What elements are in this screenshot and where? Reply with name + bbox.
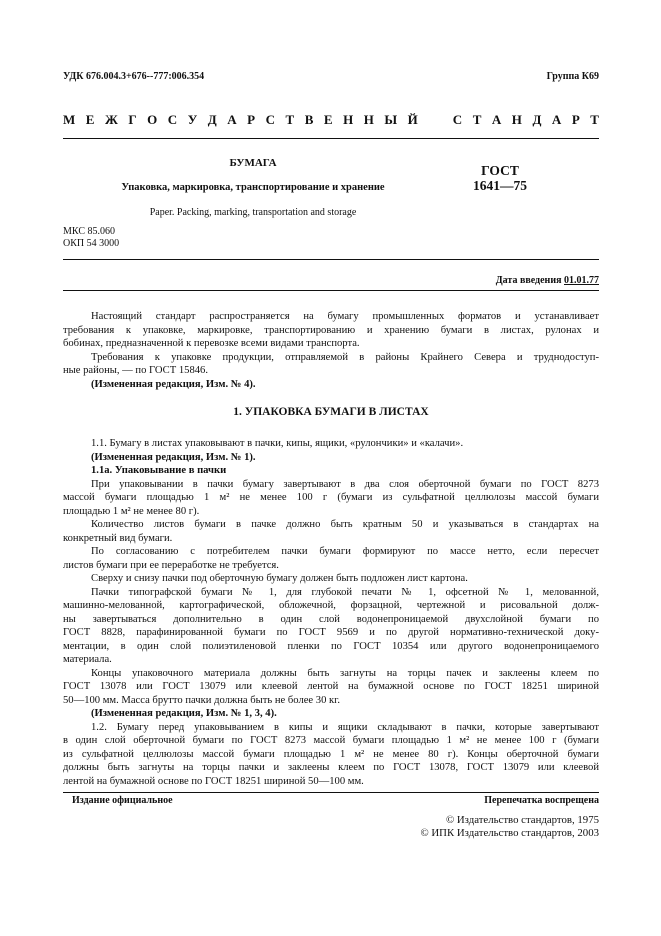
official-edition: Издание официальное — [72, 795, 173, 806]
classification-codes — [63, 226, 119, 250]
text-line: ГОСТ 8828, парафинированной бумаги по ГОСТ 9569 и по другой нормативно-технической доку- — [63, 627, 599, 638]
doc-english-title: Paper. Packing, marking, transportation and storage — [149, 207, 357, 218]
banner-letter: А — [551, 112, 562, 127]
banner-letter: Т — [590, 112, 599, 127]
doc-title: БУМАГА — [229, 157, 277, 169]
divider — [63, 290, 599, 291]
text-line: 50—100 мм. Масса брутто пачки должна быть не более 30 кг. — [63, 694, 340, 706]
text-line: конкретный вид бумаги. — [63, 532, 173, 544]
intro-text — [63, 310, 599, 391]
copyright-line: © Издательство стандартов, 1975 — [445, 814, 599, 826]
text-line: ГОСТ 13078 или ГОСТ 13079 или клеевой лентой на бумажной основе по ГОСТ 18251 шириной — [63, 681, 599, 692]
divider — [63, 259, 599, 260]
banner-letter: С — [265, 112, 275, 127]
text-line: Настоящий стандарт распространяется на бумагу промышленных форматов и устанавливает — [91, 311, 599, 322]
banner-letter: Е — [323, 112, 333, 127]
bold-line: (Измененная редакция, Изм. № 4). — [91, 378, 256, 390]
banner-letter: Г — [128, 112, 137, 127]
okp-code: ОКП 54 3000 — [63, 238, 120, 249]
banner-letter: С — [452, 112, 463, 127]
text-line: требования к упаковке, маркировке, транспортированию и хранению бумаги в листах, рулонах и — [63, 324, 599, 336]
text-line: лентой на бумажной основе по ГОСТ 18251 шириной 50—100 мм. — [63, 775, 364, 787]
text-line: материала. — [63, 654, 112, 665]
banner-letter: Р — [247, 112, 256, 127]
mks-code: МКС 85.060 — [63, 226, 115, 237]
banner-letter: Е — [85, 112, 95, 127]
text-line: Количество листов бумаги в пачке должно быть кратным 50 и указываться в стандартах на — [91, 519, 599, 530]
banner-gap — [428, 112, 442, 128]
banner-letter: Н — [343, 112, 354, 127]
banner-letter: Ж — [104, 112, 118, 127]
text-line: ны завертываться дополнительно в один слой водонепроницаемой двухслойной бумаги по — [63, 613, 599, 625]
text-line: листов бумаги при ее переработке не требуется. — [63, 559, 279, 571]
text-line: Концы упаковочного материала должны быть загнуты на торцы пачек и заклеены клеем по — [91, 667, 599, 679]
banner-letter: Н — [363, 112, 374, 127]
banner-letter: Ы — [384, 112, 398, 127]
text-line: массой бумаги площадью 1 м² не менее 100 г (бумаги из сульфатной целлюлозы массой бумаги — [63, 492, 599, 503]
reprint-prohibited: Перепечатка воспрещена — [484, 795, 599, 806]
banner-letter: В — [304, 112, 314, 127]
doc-subtitle: Упаковка, маркировка, транспортирование и хранение — [121, 182, 385, 193]
divider — [63, 138, 599, 139]
text-line: в один слой оберточной бумаги по ГОСТ 8273 массой бумаги площадью 1 м² не менее 100 г (бумаги — [63, 735, 599, 746]
banner-letter: Р — [571, 112, 580, 127]
gost-number: 1641—75 — [473, 178, 527, 193]
banner-letter: Й — [407, 112, 418, 127]
banner-letter: М — [63, 112, 76, 127]
bold-line: 1.1а. Упаковывание в пачки — [91, 465, 227, 476]
date-introduced — [496, 275, 599, 286]
gost-label: ГОСТ — [481, 163, 519, 178]
text-line: 1.2. Бумагу перед упаковыванием в кипы и ящики складывают в пачки, которые завертывают — [91, 721, 599, 733]
banner-letter: Д — [532, 112, 542, 127]
banner-letter: Д — [207, 112, 217, 127]
banner-letter: С — [167, 112, 178, 127]
text-line: Требования к упаковке продукции, отправляемой в районы Крайнего Севера и труднодоступ- — [91, 351, 599, 363]
date-value: 01.01.77 — [564, 275, 599, 286]
text-line: Пачки типографской бумаги № 1, для глубокой печати № 1, офсетной № 1, мелованной, — [91, 586, 599, 598]
divider — [63, 792, 599, 793]
date-label: Дата введения — [495, 275, 562, 286]
udk-code: УДК 676.004.3+676--777:006.354 — [63, 71, 205, 82]
copyright-line: © ИПК Издательство стандартов, 2003 — [420, 827, 599, 839]
banner-letter: У — [187, 112, 198, 127]
standard-banner — [63, 112, 599, 128]
banner-letter: Т — [472, 112, 482, 127]
text-line: должны быть загнуты на торцы пачки и заклеены клеем по ГОСТ 13078, ГОСТ 13079 или клеевой — [63, 762, 599, 773]
banner-letter: А — [491, 112, 502, 127]
text-line: По согласованию с потребителем пачки бумаги формируют по массе нетто, если пересчет — [91, 546, 599, 557]
banner-letter: О — [147, 112, 158, 127]
banner-letter: Н — [511, 112, 522, 127]
copyright — [420, 814, 599, 840]
text-line: При упаковывании в пачки бумагу завертывают в два слоя оберточной бумаги по ГОСТ 8273 — [91, 478, 599, 490]
section-title: 1. УПАКОВКА БУМАГИ В ЛИСТАХ — [233, 406, 429, 418]
text-line: площадью 1 м² не менее 80 г). — [63, 505, 200, 517]
text-line: из сульфатной целлюлозы массой бумаги площадью 1 м² не менее 80 г). Концы оберточной бумаги — [63, 748, 599, 760]
bold-line: (Измененная редакция, Изм. № 1). — [91, 451, 256, 463]
text-line: бобинах, предназначенной к перевозке всеми видами транспорта. — [63, 338, 360, 349]
text-line: ментации, в один слой полиэтиленовой пленки по ГОСТ 10354 или другого водонепроницаемого — [63, 640, 599, 652]
bold-line: (Измененная редакция, Изм. № 1, 3, 4). — [91, 708, 277, 719]
text-line: ные районы, — по ГОСТ 15846. — [63, 365, 209, 376]
text-line: 1.1. Бумагу в листах упаковывают в пачки, кипы, ящики, «рулончики» и «калачи». — [91, 438, 464, 449]
banner-letter: Т — [285, 112, 295, 127]
group-code: Группа К69 — [546, 71, 599, 82]
text-line: машинно-мелованной, картографической, обложечной, форзацной, чертежной и рисовальной долж- — [63, 600, 599, 611]
text-line: Сверху и снизу пачки под оберточную бумагу должен быть подложен лист картона. — [91, 573, 468, 584]
banner-letter: А — [227, 112, 237, 127]
section-body — [63, 437, 599, 788]
